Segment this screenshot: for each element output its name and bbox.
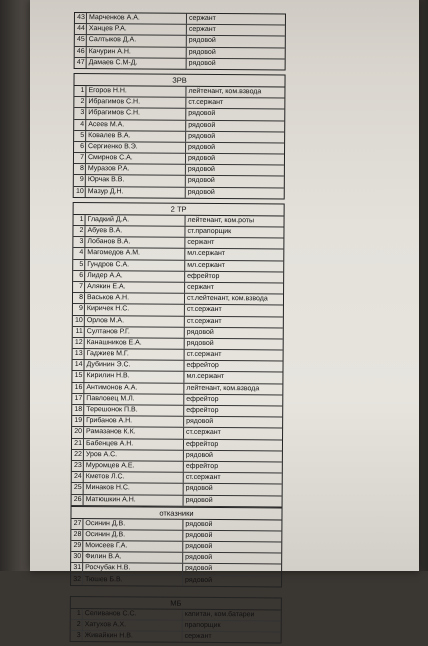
row-number: 43 [75,13,87,23]
person-rank: ефрейтор [186,406,219,415]
row-number: 3 [73,237,85,247]
person-rank: ефрейтор [187,272,220,280]
row-number: 7 [74,153,86,163]
person-name: Кметов Л.С. [84,472,184,483]
row-number: 5 [73,260,85,270]
row-number: 10 [73,315,85,325]
person-name: Дамаев С.М-Д. [87,58,187,69]
person-name: Осинин Д.В. [83,530,183,541]
person-rank: рядовой [185,531,213,539]
table-row [75,58,285,70]
person-rank: рядовой [185,554,213,562]
person-name: Ханцев Р.А. [87,24,187,35]
person-rank: сержант [187,283,215,291]
person-rank: ст.сержант [186,350,222,359]
row-number: 16 [72,383,84,393]
row-number: 2 [71,620,83,630]
row-number: 7 [73,282,85,292]
person-name: Качурин А.Н. [87,47,187,58]
person-name: Терешонок П.В. [84,405,184,416]
row-number: 10 [74,187,86,197]
row-number: 9 [73,304,85,314]
person-rank: мл.сержант [187,261,226,269]
person-rank: рядовой [188,121,216,129]
person-name: Лидер А.А. [85,271,185,282]
person-name: Тюшев Б.В. [83,575,183,586]
person-name: Живайкин Н.В. [83,631,183,642]
row-number: 4 [74,120,86,130]
row-number: 18 [72,405,84,415]
person-rank: рядовой [188,48,216,56]
person-name: Бабенцев А.Н. [84,439,184,450]
person-rank: ефрейтор [186,395,219,403]
person-name: Орлов М.А. [85,316,185,327]
person-name: Магомедов А.М. [85,248,185,259]
person-name: Дубинин Э.С. [84,360,184,371]
person-name: Грибанов А.Н. [84,416,184,427]
block-zrv [73,73,286,199]
row-number: 28 [71,530,83,540]
section-header: ЗРВ [74,74,284,87]
person-name: Хатухов А.Х. [83,620,183,631]
person-name: Матюшкин А.Н. [84,495,184,506]
person-name: Марченков А.А. [87,13,187,24]
person-name: Селиванов С.С. [83,609,183,620]
row-number: 12 [73,338,85,348]
row-number: 1 [74,86,86,96]
person-rank: рядовой [186,328,214,336]
person-name: Минаков Н.С. [84,483,184,494]
person-rank: рядовой [185,576,213,584]
person-rank: ефрейтор [186,362,219,370]
person-rank: рядовой [185,485,213,493]
person-rank: ефрейтор [185,440,219,448]
person-rank: рядовой [187,188,215,196]
person-rank: лейтенант, ком.взвода [188,87,262,96]
row-number: 26 [72,494,84,504]
person-rank: рядовой [186,417,214,426]
person-name: Султанов Р.Г. [85,327,185,338]
person-rank: рядовой [188,110,216,118]
person-name: Гладкий Д.А. [86,215,186,226]
personnel-list [70,12,286,646]
row-number: 1 [71,609,83,619]
person-rank: ст.сержант [186,317,222,325]
row-number: 22 [72,450,84,460]
row-number: 31 [71,563,83,573]
person-name: Васьков А.Н. [85,293,185,304]
row-number: 9 [74,175,86,185]
person-name: Егоров Н.Н. [86,86,186,97]
person-name: Осинин Д.В. [83,519,183,530]
person-rank: ст.сержант [186,306,222,314]
row-number: 4 [73,248,85,258]
person-name: Лобанов В.А. [85,237,185,248]
person-rank: сержант [184,632,212,641]
person-rank: рядовой [185,565,213,573]
row-number: 5 [74,131,86,141]
person-rank: рядовой [188,132,216,140]
row-number: 8 [73,293,85,303]
person-rank: ст.прапорщик [187,227,232,236]
row-number: 11 [73,327,85,337]
person-rank: сержант [188,14,216,22]
person-name: Ибрагимов С.Н. [86,97,186,108]
person-name: Абуев В.А. [85,226,185,237]
row-number: 19 [72,416,84,426]
section-header: МБ [71,597,281,610]
person-name: Гаджиев М.Г. [85,349,185,360]
person-name: Антимонов А.А. [84,383,184,394]
person-name: Киричек Н.С. [85,304,185,315]
person-rank: ст.сержант [185,473,221,482]
person-rank: мл.сержант [187,250,226,258]
person-name: Юрчак В.В. [86,176,186,187]
person-name: Смирнов С.А. [86,153,186,164]
person-name: Салтыков Д.А. [87,35,187,46]
row-number: 6 [73,271,85,281]
row-number: 2 [74,97,86,107]
person-rank: ст.сержант [188,98,224,107]
person-name: Асеев М.А. [86,120,186,131]
person-rank: рядовой [188,59,216,67]
person-name: Росчубак Н.В. [83,564,183,575]
row-number: 21 [72,439,84,449]
table-row [71,575,281,587]
person-rank: рядовой [185,496,213,504]
row-number: 20 [72,427,84,437]
person-name: Моисеев Г.А. [83,541,183,552]
person-rank: сержант [188,25,216,34]
person-name: Ибрагимов С.Н. [86,108,186,119]
person-rank: рядовой [186,339,214,347]
row-number: 2 [73,226,85,236]
person-name: Канашников Е.А. [85,338,185,349]
person-name: Муразов Р.А. [86,164,186,175]
row-number: 13 [73,349,85,359]
row-number: 3 [74,108,86,118]
person-rank: лейтенант, ком.роты [187,216,255,225]
person-rank: рядовой [187,166,215,174]
person-name: Сергиенко В.Э. [86,142,186,153]
person-rank: рядовой [185,451,213,459]
person-rank: лейтенант, ком.взвода [186,384,260,392]
table-row [74,187,284,199]
row-number: 15 [72,371,84,381]
person-rank: рядовой [188,37,216,45]
person-rank: сержант [187,238,215,247]
row-number: 44 [75,24,87,34]
block-2tr [70,202,285,587]
person-name: Павловец М.Л. [84,394,184,405]
row-number: 27 [71,519,83,529]
person-rank: прапорщик [184,621,221,630]
person-rank: рядовой [185,542,213,551]
row-number: 17 [72,394,84,404]
row-number: 23 [72,461,84,471]
row-number: 45 [75,35,87,45]
row-number: 32 [71,575,83,585]
block-continuation [74,12,286,70]
person-rank: рядовой [187,154,216,163]
person-name: Кирилин Н.В. [84,372,184,383]
table-row [71,631,281,643]
row-number: 30 [71,552,83,562]
person-rank: рядовой [187,177,215,185]
person-name: Муромцев А.Е. [84,461,184,472]
person-rank: капитан, ком.батареи [184,610,255,619]
section-header: отказники [71,506,281,520]
person-rank: ефрейтор [185,462,219,470]
person-name: Ковалев В.А. [86,131,186,142]
row-number: 24 [72,472,84,482]
row-number: 6 [74,142,86,152]
person-name: Гундров С.А. [85,260,185,271]
person-rank: мл.сержант [186,373,225,381]
block-mb [70,596,282,644]
person-name: Филин В.А. [83,552,183,563]
row-number: 1 [74,215,86,225]
person-name: Мазур Д.Н. [86,187,186,198]
row-number: 14 [72,360,84,370]
person-rank: рядовой [188,143,216,151]
person-rank: рядовой [185,520,213,528]
row-number: 46 [75,47,87,57]
row-number: 8 [74,164,86,174]
row-number: 29 [71,541,83,551]
row-number: 3 [71,631,83,641]
row-number: 25 [72,483,84,493]
person-name: Алякин Е.А. [85,282,185,293]
section-header: 2 ТР [74,203,284,216]
row-number: 47 [75,58,87,68]
person-rank: ст.сержант [186,429,221,437]
person-name: Уров А.С. [84,450,184,461]
person-name: Рамазанов К.К. [84,427,184,438]
person-rank: ст.лейтенант, ком.взвода [186,294,268,303]
